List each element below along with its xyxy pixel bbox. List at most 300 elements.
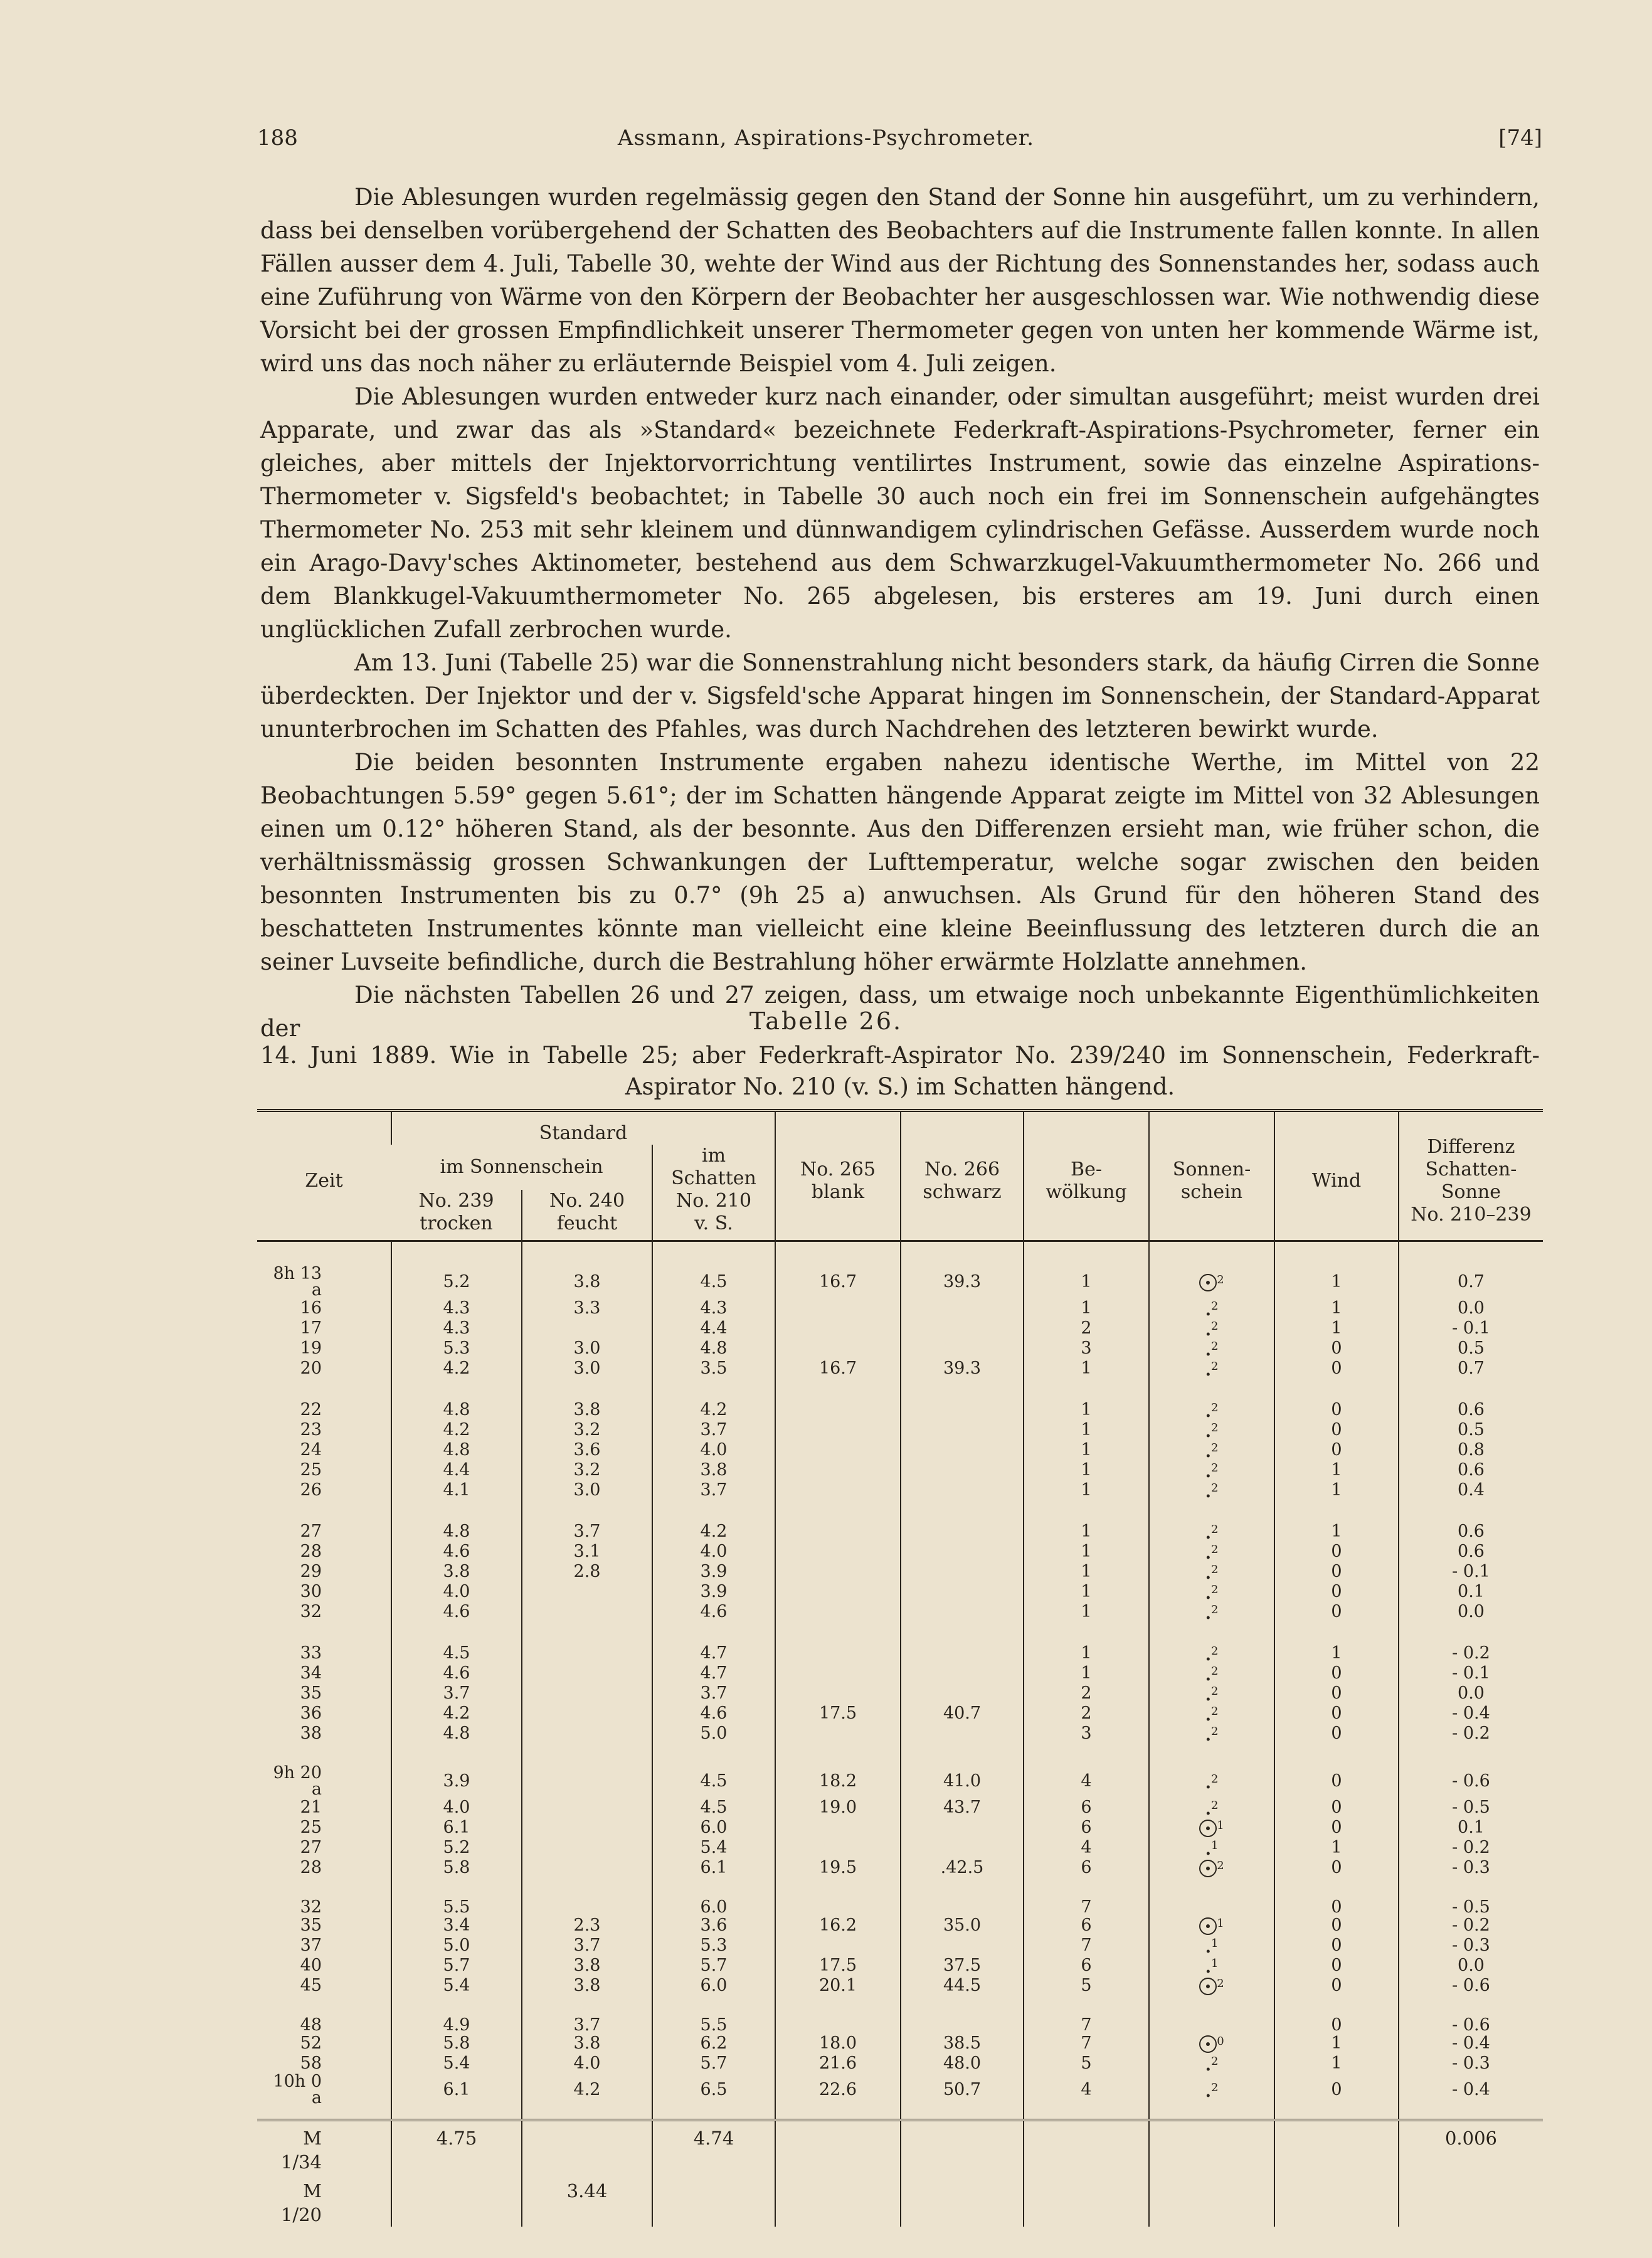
cell-differenz: 0.4 <box>1399 1480 1543 1500</box>
cell-sonnenschein <box>1149 1818 1274 1838</box>
page-number: 188 <box>257 125 298 151</box>
cell-zeit: 28 <box>300 1858 322 1877</box>
cell-no210: 4.3 <box>652 1298 775 1318</box>
col-no265-label: No. 265 <box>800 1158 876 1180</box>
cell-no266: 40.7 <box>901 1704 1024 1724</box>
cell-zeit: 29 <box>300 1562 322 1581</box>
sun-exponent: 2 <box>1210 1665 1219 1678</box>
paragraph: Die Ablesungen wurden entweder kurz nach einander, oder simultan ausgeführt; meist wurden drei Apparate, und zwar das als »Standard« bezeichnete Federkraft-Aspirations-Psychrometer, ferner ein gleiches, aber mittels der Injektorvorrichtung ventilirtes Instrument, sowie das einzelne Aspirations-Thermometer v. Sigsfeld's beobachtet; in Tabelle 30 auch noch ein frei im Sonnenschein aufgehängtes Thermometer No. 253 mit sehr kleinem und dünnwandigem cylindrischen Gefässe. Ausserdem wurde noch ein Arago-Davy'sches Aktinometer, bestehend aus dem Schwarzkugel-Vakuumthermometer No. 266 und dem Blankkugel-Vakuumthermometer No. 265 abgelesen, bis ersteres am 19. Juni durch einen unglücklichen Zufall zerbrochen wurde. <box>260 383 1540 643</box>
cell-differenz: - 0.2 <box>1399 1838 1543 1858</box>
table-row <box>257 1878 1543 1916</box>
mean-no239 <box>391 2174 522 2227</box>
cell-differenz: 0.1 <box>1399 1582 1543 1602</box>
cell-no265 <box>775 1996 901 2033</box>
mean-bew <box>1024 2120 1149 2174</box>
cell-sonnenschein <box>1149 2033 1274 2054</box>
cell-no265: 16.7 <box>775 1241 901 1299</box>
table-row <box>257 1663 1543 1683</box>
cell-bewoelkung: 2 <box>1024 1683 1149 1704</box>
running-title: Assmann, Aspirations-Psychrometer. <box>617 125 1035 151</box>
cell-sonnenschein <box>1149 1916 1274 1936</box>
cell-no265: 21.6 <box>775 2054 901 2074</box>
sun-exponent: 2 <box>1217 1859 1224 1872</box>
mean-no266 <box>901 2174 1024 2227</box>
col-differenz <box>1399 1111 1543 1241</box>
cell-no240 <box>522 1878 652 1916</box>
mean-sonn <box>1149 2174 1274 2227</box>
cell-wind: 1 <box>1274 1500 1399 1542</box>
sun-exponent: 2 <box>1210 1563 1219 1576</box>
sun-exponent: 2 <box>1210 1461 1219 1475</box>
cell-no265: 19.0 <box>775 1798 901 1818</box>
cell-no239: 6.1 <box>391 1818 522 1838</box>
col-no240 <box>522 1190 652 1241</box>
cell-differenz: - 0.1 <box>1399 1663 1543 1683</box>
cell-no210: 4.5 <box>652 1241 775 1299</box>
sun-dot: . <box>1205 1402 1211 1421</box>
sun-symbol-icon <box>1199 2035 1217 2053</box>
page-reference: [74] <box>1498 125 1542 151</box>
table-row <box>257 1338 1543 1359</box>
cell-wind: 0 <box>1274 1798 1399 1818</box>
cell-zeit: 35 <box>300 1916 322 1935</box>
sun-dot: . <box>1205 2082 1211 2101</box>
cell-no265 <box>775 1602 901 1622</box>
cell-no210: 5.3 <box>652 1936 775 1956</box>
cell-sonnenschein <box>1149 1379 1274 1420</box>
sun-dot: . <box>1205 1360 1211 1380</box>
table-row <box>257 1298 1543 1318</box>
cell-no239: 4.6 <box>391 1602 522 1622</box>
col-bew-sub: wölkung <box>1046 1181 1127 1203</box>
cell-no239: 6.1 <box>391 2074 522 2120</box>
cell-differenz: - 0.1 <box>1399 1318 1543 1338</box>
cell-bewoelkung: 3 <box>1024 1338 1149 1359</box>
cell-bewoelkung: 2 <box>1024 1704 1149 1724</box>
cell-no240 <box>522 1622 652 1663</box>
cell-no265 <box>775 1542 901 1562</box>
sun-dot: . <box>1205 1937 1211 1957</box>
mean-row <box>257 2174 1543 2227</box>
cell-zeit: 17 <box>300 1318 322 1338</box>
mean-sonn <box>1149 2120 1274 2174</box>
table-row <box>257 1500 1543 1542</box>
cell-no240: 4.2 <box>522 2074 652 2120</box>
cell-wind: 0 <box>1274 1704 1399 1724</box>
cell-zeit: 33 <box>300 1643 322 1663</box>
table-row <box>257 1916 1543 1936</box>
cell-zeit: 22 <box>300 1400 322 1419</box>
cell-no265 <box>775 1460 901 1480</box>
table-row <box>257 1996 1543 2033</box>
cell-no210: 4.7 <box>652 1663 775 1683</box>
cell-no265: 17.5 <box>775 1956 901 1976</box>
cell-no210: 3.9 <box>652 1582 775 1602</box>
cell-no210: 4.7 <box>652 1622 775 1663</box>
cell-bewoelkung: 6 <box>1024 1916 1149 1936</box>
sun-exponent: 1 <box>1210 1957 1219 1970</box>
cell-no266 <box>901 1338 1024 1359</box>
col-no266 <box>901 1111 1024 1241</box>
cell-no265 <box>775 1838 901 1858</box>
cell-wind: 0 <box>1274 1996 1399 2033</box>
cell-no210: 3.6 <box>652 1916 775 1936</box>
cell-no240 <box>522 1744 652 1798</box>
cell-no266: 38.5 <box>901 2033 1024 2054</box>
cell-sonnenschein <box>1149 1298 1274 1318</box>
table-header <box>257 1111 1543 1241</box>
cell-wind: 0 <box>1274 1562 1399 1582</box>
cell-sonnenschein <box>1149 1724 1274 1744</box>
cell-no266 <box>901 1318 1024 1338</box>
table-row <box>257 1602 1543 1622</box>
cell-no240: 3.8 <box>522 1241 652 1299</box>
cell-no240 <box>522 1818 652 1838</box>
cell-no239: 5.2 <box>391 1838 522 1858</box>
mean-no240: 3.44 <box>522 2174 652 2227</box>
mean-differenz: 0.006 <box>1399 2120 1543 2174</box>
table-footer <box>257 2120 1543 2227</box>
cell-sonnenschein <box>1149 1744 1274 1798</box>
cell-no265 <box>775 1818 901 1838</box>
cell-no210: 3.7 <box>652 1420 775 1440</box>
sun-exponent: 2 <box>1210 1523 1219 1536</box>
cell-wind: 0 <box>1274 1818 1399 1838</box>
cell-differenz: - 0.2 <box>1399 1622 1543 1663</box>
cell-zeit: 16 <box>300 1298 322 1318</box>
col-no210 <box>652 1190 775 1241</box>
cell-no210: 6.0 <box>652 1818 775 1838</box>
sun-exponent: 2 <box>1210 1401 1219 1414</box>
table-row <box>257 2074 1543 2120</box>
cell-no240 <box>522 1663 652 1683</box>
cell-no266: 39.3 <box>901 1359 1024 1379</box>
cell-no210: 4.2 <box>652 1500 775 1542</box>
cell-sonnenschein <box>1149 1663 1274 1683</box>
cell-bewoelkung: 1 <box>1024 1440 1149 1460</box>
cell-no239: 3.7 <box>391 1683 522 1704</box>
cell-no240: 3.7 <box>522 1996 652 2033</box>
cell-zeit: 9h 20 a <box>273 1763 322 1799</box>
cell-no239: 4.0 <box>391 1582 522 1602</box>
cell-bewoelkung: 1 <box>1024 1359 1149 1379</box>
cell-sonnenschein <box>1149 1798 1274 1818</box>
cell-differenz: 0.0 <box>1399 1956 1543 1976</box>
table-row <box>257 1460 1543 1480</box>
cell-no239: 4.8 <box>391 1724 522 1744</box>
sun-dot: . <box>1205 1564 1211 1583</box>
sun-dot: . <box>1205 1584 1211 1603</box>
cell-no266: 41.0 <box>901 1744 1024 1798</box>
sun-exponent: 2 <box>1210 1543 1219 1556</box>
cell-no239: 4.2 <box>391 1420 522 1440</box>
cell-bewoelkung: 1 <box>1024 1500 1149 1542</box>
body-text <box>260 181 1540 1045</box>
sun-exponent: 1 <box>1217 1819 1224 1832</box>
cell-differenz: - 0.6 <box>1399 1996 1543 2033</box>
col-wind: Wind <box>1274 1111 1399 1241</box>
sun-dot: . <box>1205 1300 1211 1320</box>
sun-symbol-icon <box>1199 1820 1217 1837</box>
cell-no239: 5.8 <box>391 2033 522 2054</box>
cell-no265 <box>775 1936 901 1956</box>
sun-dot: . <box>1205 1705 1211 1725</box>
cell-no210: 6.0 <box>652 1976 775 1996</box>
cell-sonnenschein <box>1149 1976 1274 1996</box>
cell-no240: 2.8 <box>522 1562 652 1582</box>
cell-differenz: 0.0 <box>1399 1298 1543 1318</box>
sun-exponent: 2 <box>1210 1300 1219 1313</box>
table-row <box>257 1936 1543 1956</box>
cell-wind: 0 <box>1274 2074 1399 2120</box>
cell-no239: 5.0 <box>391 1936 522 1956</box>
cell-no210: 5.0 <box>652 1724 775 1744</box>
cell-sonnenschein <box>1149 1704 1274 1724</box>
cell-differenz: 0.1 <box>1399 1818 1543 1838</box>
sun-exponent: 2 <box>1210 1603 1219 1616</box>
col-no265 <box>775 1111 901 1241</box>
cell-sonnenschein <box>1149 1562 1274 1582</box>
cell-no266 <box>901 1440 1024 1460</box>
cell-sonnenschein <box>1149 1956 1274 1976</box>
cell-sonnenschein <box>1149 1838 1274 1858</box>
cell-zeit: 58 <box>300 2054 322 2073</box>
cell-sonnenschein <box>1149 1582 1274 1602</box>
cell-no240: 3.8 <box>522 2033 652 2054</box>
cell-bewoelkung: 1 <box>1024 1663 1149 1683</box>
paragraph: Die Ablesungen wurden regelmässig gegen den Stand der Sonne hin ausgeführt, um zu verhindern, dass bei denselben vorübergehend der Schatten des Beobachters auf die Instrumente fallen konnte. In allen Fällen ausser dem 4. Juli, Tabelle 30, wehte der Wind aus der Richtung des Sonnenstandes her, sodass auch eine Zuführung von Wärme von den Körpern der Beobachter her ausgeschlossen war. Wie nothwendig diese Vorsicht bei der grossen Empfindlichkeit unserer Thermometer gegen von unten her kommende Wärme ist, wird uns das noch näher zu erläuternde Beispiel vom 4. Juli zeigen. <box>260 184 1540 377</box>
col-diff-sub1: Schatten- <box>1425 1158 1517 1180</box>
col-no240-sub: feucht <box>556 1212 618 1234</box>
cell-no210: 4.0 <box>652 1542 775 1562</box>
cell-differenz: 0.6 <box>1399 1379 1543 1420</box>
cell-bewoelkung: 6 <box>1024 1818 1149 1838</box>
sun-dot: . <box>1205 1604 1211 1623</box>
cell-differenz: 0.0 <box>1399 1683 1543 1704</box>
cell-bewoelkung: 7 <box>1024 1878 1149 1916</box>
cell-no265 <box>775 1480 901 1500</box>
cell-zeit: 21 <box>300 1798 322 1817</box>
cell-sonnenschein <box>1149 1996 1274 2033</box>
cell-no266: 39.3 <box>901 1241 1024 1299</box>
cell-wind: 0 <box>1274 1359 1399 1379</box>
table-caption: 14. Juni 1889. Wie in Tabelle 25; aber Federkraft-Aspirator No. 239/240 im Sonnenschein, Federkraft-Aspirator No. 210 (v. S.) im Schatten hängend. <box>260 1042 1540 1100</box>
cell-no265: 16.7 <box>775 1359 901 1379</box>
cell-zeit: 26 <box>300 1480 322 1500</box>
sun-dot: . <box>1205 1320 1211 1340</box>
cell-differenz: 0.0 <box>1399 1602 1543 1622</box>
table-row <box>257 1318 1543 1338</box>
cell-no210: 4.4 <box>652 1318 775 1338</box>
cell-no210: 6.1 <box>652 1858 775 1878</box>
cell-zeit: 38 <box>300 1724 322 1743</box>
cell-no210: 3.8 <box>652 1460 775 1480</box>
sun-dot: . <box>1205 1482 1211 1502</box>
cell-no240 <box>522 1838 652 1858</box>
cell-no210: 4.2 <box>652 1379 775 1420</box>
cell-no266 <box>901 1724 1024 1744</box>
cell-wind: 1 <box>1274 1838 1399 1858</box>
cell-differenz: - 0.3 <box>1399 2054 1543 2074</box>
mean-wind <box>1274 2174 1399 2227</box>
mean-row <box>257 2120 1543 2174</box>
mean-no265 <box>775 2174 901 2227</box>
cell-no266 <box>901 1838 1024 1858</box>
cell-wind: 1 <box>1274 2033 1399 2054</box>
cell-bewoelkung: 4 <box>1024 1838 1149 1858</box>
cell-no239: 5.2 <box>391 1241 522 1299</box>
col-im-schatten: im Schatten <box>652 1145 775 1190</box>
col-no266-label: No. 266 <box>924 1158 1000 1180</box>
cell-wind: 0 <box>1274 1542 1399 1562</box>
cell-no240: 3.7 <box>522 1936 652 1956</box>
cell-wind: 0 <box>1274 1582 1399 1602</box>
cell-wind: 0 <box>1274 1683 1399 1704</box>
cell-no266 <box>901 1582 1024 1602</box>
cell-sonnenschein <box>1149 1683 1274 1704</box>
cell-no210: 4.0 <box>652 1440 775 1460</box>
sun-dot: . <box>1205 1840 1211 1859</box>
cell-no266 <box>901 1379 1024 1420</box>
cell-wind: 0 <box>1274 1744 1399 1798</box>
col-no239 <box>391 1190 522 1241</box>
sun-dot: . <box>1205 1340 1211 1360</box>
cell-no240 <box>522 1602 652 1622</box>
cell-sonnenschein <box>1149 1359 1274 1379</box>
cell-zeit: 40 <box>300 1956 322 1975</box>
cell-zeit: 28 <box>300 1542 322 1561</box>
sun-exponent: 2 <box>1210 1421 1219 1434</box>
cell-no210: 5.4 <box>652 1838 775 1858</box>
cell-no240: 3.0 <box>522 1480 652 1500</box>
cell-no210: 4.5 <box>652 1798 775 1818</box>
sun-dot: . <box>1205 1544 1211 1563</box>
cell-no239: 4.2 <box>391 1704 522 1724</box>
cell-no266 <box>901 1480 1024 1500</box>
sun-dot: . <box>1205 1685 1211 1705</box>
cell-bewoelkung: 4 <box>1024 2074 1149 2120</box>
cell-differenz: - 0.4 <box>1399 2074 1543 2120</box>
cell-bewoelkung: 5 <box>1024 2054 1149 2074</box>
table-row <box>257 1379 1543 1420</box>
cell-no239: 3.9 <box>391 1744 522 1798</box>
sun-dot: . <box>1205 1422 1211 1441</box>
cell-sonnenschein <box>1149 1878 1274 1916</box>
cell-wind: 0 <box>1274 1379 1399 1420</box>
cell-differenz: - 0.3 <box>1399 1858 1543 1878</box>
cell-sonnenschein <box>1149 1440 1274 1460</box>
cell-no266: 37.5 <box>901 1956 1024 1976</box>
cell-bewoelkung: 1 <box>1024 1602 1149 1622</box>
cell-wind: 0 <box>1274 1858 1399 1878</box>
mean-no210: 4.74 <box>652 2120 775 2174</box>
cell-no240 <box>522 1704 652 1724</box>
cell-wind: 1 <box>1274 1460 1399 1480</box>
mean-no240 <box>522 2120 652 2174</box>
cell-no239: 4.2 <box>391 1359 522 1379</box>
cell-no239: 4.8 <box>391 1500 522 1542</box>
cell-no240: 3.8 <box>522 1976 652 1996</box>
cell-differenz: - 0.1 <box>1399 1562 1543 1582</box>
cell-no210: 4.6 <box>652 1602 775 1622</box>
cell-no266: .42.5 <box>901 1858 1024 1878</box>
table-row <box>257 1724 1543 1744</box>
cell-sonnenschein <box>1149 1420 1274 1440</box>
table-row <box>257 2033 1543 2054</box>
sun-dot: . <box>1205 1800 1211 1819</box>
cell-zeit: 25 <box>300 1818 322 1837</box>
sun-exponent: 1 <box>1210 1839 1219 1852</box>
col-sonnenschein <box>1149 1111 1274 1241</box>
table-row <box>257 1838 1543 1858</box>
cell-differenz: 0.7 <box>1399 1241 1543 1299</box>
cell-no265: 22.6 <box>775 2074 901 2120</box>
sun-symbol-icon <box>1199 1917 1217 1935</box>
cell-zeit: 32 <box>300 1897 322 1917</box>
table-row <box>257 1683 1543 1704</box>
col-standard: Standard <box>391 1111 775 1145</box>
cell-differenz: 0.6 <box>1399 1460 1543 1480</box>
cell-no239: 5.4 <box>391 1976 522 1996</box>
cell-wind: 0 <box>1274 1338 1399 1359</box>
sun-exponent: 2 <box>1217 1977 1224 1990</box>
cell-zeit: 25 <box>300 1460 322 1480</box>
cell-no240 <box>522 1798 652 1818</box>
table-row <box>257 1704 1543 1724</box>
cell-wind: 0 <box>1274 1936 1399 1956</box>
cell-no266 <box>901 1818 1024 1838</box>
cell-no240: 3.0 <box>522 1338 652 1359</box>
cell-no239: 3.8 <box>391 1562 522 1582</box>
cell-zeit: 19 <box>300 1338 322 1358</box>
cell-bewoelkung: 1 <box>1024 1420 1149 1440</box>
col-no239-sub: trocken <box>420 1212 493 1234</box>
data-table <box>257 1109 1543 2227</box>
cell-no210: 3.7 <box>652 1480 775 1500</box>
cell-no239: 4.4 <box>391 1460 522 1480</box>
cell-no210: 5.7 <box>652 1956 775 1976</box>
cell-no265: 19.5 <box>775 1858 901 1878</box>
cell-bewoelkung: 1 <box>1024 1480 1149 1500</box>
col-diff-label: Differenz <box>1427 1136 1515 1158</box>
sun-exponent: 2 <box>1210 2055 1219 2068</box>
cell-no265 <box>775 1440 901 1460</box>
cell-zeit: 36 <box>300 1704 322 1723</box>
cell-differenz: - 0.6 <box>1399 1744 1543 1798</box>
cell-bewoelkung: 7 <box>1024 2033 1149 2054</box>
cell-no210: 6.0 <box>652 1878 775 1916</box>
cell-wind: 1 <box>1274 1480 1399 1500</box>
sun-dot: . <box>1205 1725 1211 1745</box>
cell-wind: 0 <box>1274 1724 1399 1744</box>
sun-exponent: 1 <box>1210 1937 1219 1950</box>
cell-no239: 5.4 <box>391 2054 522 2074</box>
cell-zeit: 10h 0 a <box>273 2072 322 2107</box>
cell-zeit: 34 <box>300 1663 322 1683</box>
cell-differenz: 0.6 <box>1399 1542 1543 1562</box>
cell-sonnenschein <box>1149 1241 1274 1299</box>
col-no266-sub: schwarz <box>923 1181 1002 1203</box>
cell-zeit: 45 <box>300 1976 322 1995</box>
cell-sonnenschein <box>1149 1602 1274 1622</box>
sun-dot: . <box>1205 1773 1211 1793</box>
sun-symbol-icon <box>1199 1274 1217 1291</box>
sun-exponent: 2 <box>1210 1799 1219 1812</box>
cell-no266 <box>901 1562 1024 1582</box>
cell-no265: 20.1 <box>775 1976 901 1996</box>
cell-zeit: 35 <box>300 1683 322 1703</box>
cell-no265 <box>775 1379 901 1420</box>
